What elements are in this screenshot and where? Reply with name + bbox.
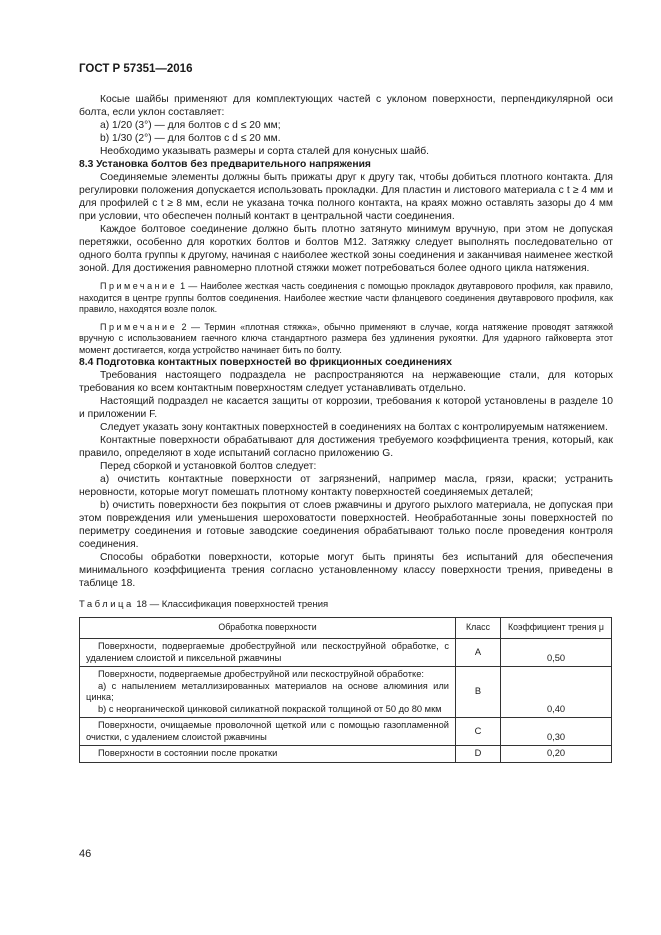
- table-caption-label: Таблица: [79, 599, 134, 610]
- s84-paragraph-7: b) очистить поверхности без покрытия от слоев ржавчины и другого рыхлого материала, не допуская при этом повреждения или уменьшения шероховатости поверхностей. Необработанные зоны поверхностей по периметру соединения и готовые заводские соединения обрабатывают только после проведения контроля соединения.: [79, 500, 613, 550]
- header-coefficient: Коэффициент трения μ: [501, 618, 612, 639]
- note-2-text: 2 — Термин «плотная стяжка», обычно применяют в случае, когда натяжение проводят затяжкой вручную с использованием гаечного ключа стандартного размера без удлинения рукоятки. Для ударного гайковерта этот момент достигается, когда устройство начинает бить по болту.: [79, 321, 613, 355]
- s84-paragraph-4: Контактные поверхности обрабатывают для достижения требуемого коэффициента трения, который, как правило, определяют в ходе испытаний согласно приложению G.: [79, 435, 613, 459]
- note-1-label: Примечание: [100, 281, 178, 291]
- note-2-label: Примечание: [100, 321, 178, 332]
- page-number: 46: [79, 848, 92, 860]
- note-1-text: 1 — Наиболее жесткая часть соединения с помощью прокладок двутаврового профиля, как правило, находится в центре группы болтов соединения. Наиболее жесткие части фланцевого соединения двутаврового профиля, как правило, находятся возле полок.: [79, 281, 613, 314]
- row-description: [80, 667, 456, 718]
- row-subitem-b: b) с неорганической цинковой силикатной покраской толщиной от 50 до 80 мкм: [98, 703, 442, 714]
- s83-note-1: [79, 281, 613, 316]
- s84-paragraph-3: Следует указать зону контактных поверхностей в соединениях на болтах с контролируемым натяжением.: [100, 422, 608, 433]
- row-coefficient: 0,20: [501, 746, 612, 763]
- section-8-3-title: 8.3 Установка болтов без предварительного напряжения: [79, 159, 371, 170]
- document-header: ГОСТ Р 57351—2016: [79, 63, 193, 75]
- s84-paragraph-1: Требования настоящего подраздела не распространяются на нержавеющие стали, для которых требования ко всем контактным поверхностям следует устанавливать отдельно.: [79, 370, 613, 394]
- row-description-text: Поверхности в состоянии после прокатки: [98, 748, 278, 758]
- table-caption: [79, 598, 613, 611]
- row-class: A: [456, 639, 501, 667]
- table-header-row: [80, 618, 612, 639]
- s83-paragraph-1: Соединяемые элементы должны быть прижаты друг к другу так, чтобы добиться плотного контакта. Для регулировки положения допускается использовать прокладки. Для пластин и листового материала с t ≥ 4 мм и для профилей с t ≥ 8 мм, если не указана точка полного контакта, на краях можно оставлять зазоры до 4 мм при условии, что обеспечен полный контакт в центральной части соединения.: [79, 172, 613, 222]
- table-row: [80, 718, 612, 746]
- row-description: [80, 746, 456, 763]
- row-class: D: [456, 746, 501, 763]
- table-row: [80, 667, 612, 718]
- s84-paragraph-5: Перед сборкой и установкой болтов следует:: [100, 461, 317, 472]
- row-class: B: [456, 667, 501, 718]
- row-description-text: Поверхности, подвергаемые дробеструйной или пескоструйной обработке, с удалением слоистой и пиксельной ржавчины: [86, 641, 449, 663]
- intro-paragraph-2: Необходимо указывать размеры и сорта сталей для конусных шайб.: [100, 146, 430, 157]
- slope-item-b: b) 1/30 (2°) — для болтов с d ≤ 20 мм.: [100, 133, 281, 144]
- friction-surfaces-table: [79, 617, 612, 763]
- slope-item-a: a) 1/20 (3°) — для болтов с d ≤ 20 мм;: [100, 120, 281, 131]
- intro-paragraph: Косые шайбы применяют для комплектующих частей с уклоном поверхности, перпендикулярной оси болта, если уклон составляет:: [79, 94, 613, 118]
- header-treatment: Обработка поверхности: [80, 618, 456, 639]
- row-class: C: [456, 718, 501, 746]
- table-caption-text: 18 — Классификация поверхностей трения: [133, 599, 329, 610]
- table-row: [80, 746, 612, 763]
- row-subitem-a: a) с напылением металлизированных материалов на основе алюминия или цинка;: [86, 680, 449, 702]
- s84-paragraph-6: a) очистить контактные поверхности от загрязнений, например масла, грязи, краски; устранить неровности, которые могут помешать плотному контакту поверхностей соединяемых деталей;: [79, 474, 613, 498]
- row-description-text: Поверхности, подвергаемые дробеструйной или пескоструйной обработке:: [98, 669, 424, 679]
- s83-paragraph-2: Каждое болтовое соединение должно быть плотно затянуто минимум вручную, при этом не допуская перетяжки, особенно для коротких болтов и болтов М12. Затяжку следует выполнять последовательно от одного болта группы к другому, начиная с наиболее жесткой зоны соединения и заканчивая наименее жесткой зоной. Для достижения равномерно плотной стяжки может потребоваться более одного цикла натяжения.: [79, 224, 613, 274]
- page-content: [79, 93, 613, 763]
- row-coefficient: 0,30: [501, 718, 612, 746]
- slope-list: [79, 119, 613, 145]
- row-description: [80, 718, 456, 746]
- table-row: [80, 639, 612, 667]
- row-coefficient: 0,40: [501, 667, 612, 718]
- row-description: [80, 639, 456, 667]
- header-class: Класс: [456, 618, 501, 639]
- section-8-4-title: 8.4 Подготовка контактных поверхностей во фрикционных соединениях: [79, 357, 452, 368]
- s84-paragraph-8: Способы обработки поверхности, которые могут быть приняты без испытаний для обеспечения минимального коэффициента трения согласно установленному классу поверхности трения, приведены в таблице 18.: [79, 552, 613, 589]
- s84-paragraph-2: Настоящий подраздел не касается защиты от коррозии, требования к которой установлены в разделе 10 и приложении F.: [79, 396, 613, 420]
- s83-note-2: [79, 322, 613, 357]
- row-coefficient: 0,50: [501, 639, 612, 667]
- row-description-text: Поверхности, очищаемые проволочной щеткой или с помощью газопламенной очистки, с удалением слоистой ржавчины: [86, 720, 449, 742]
